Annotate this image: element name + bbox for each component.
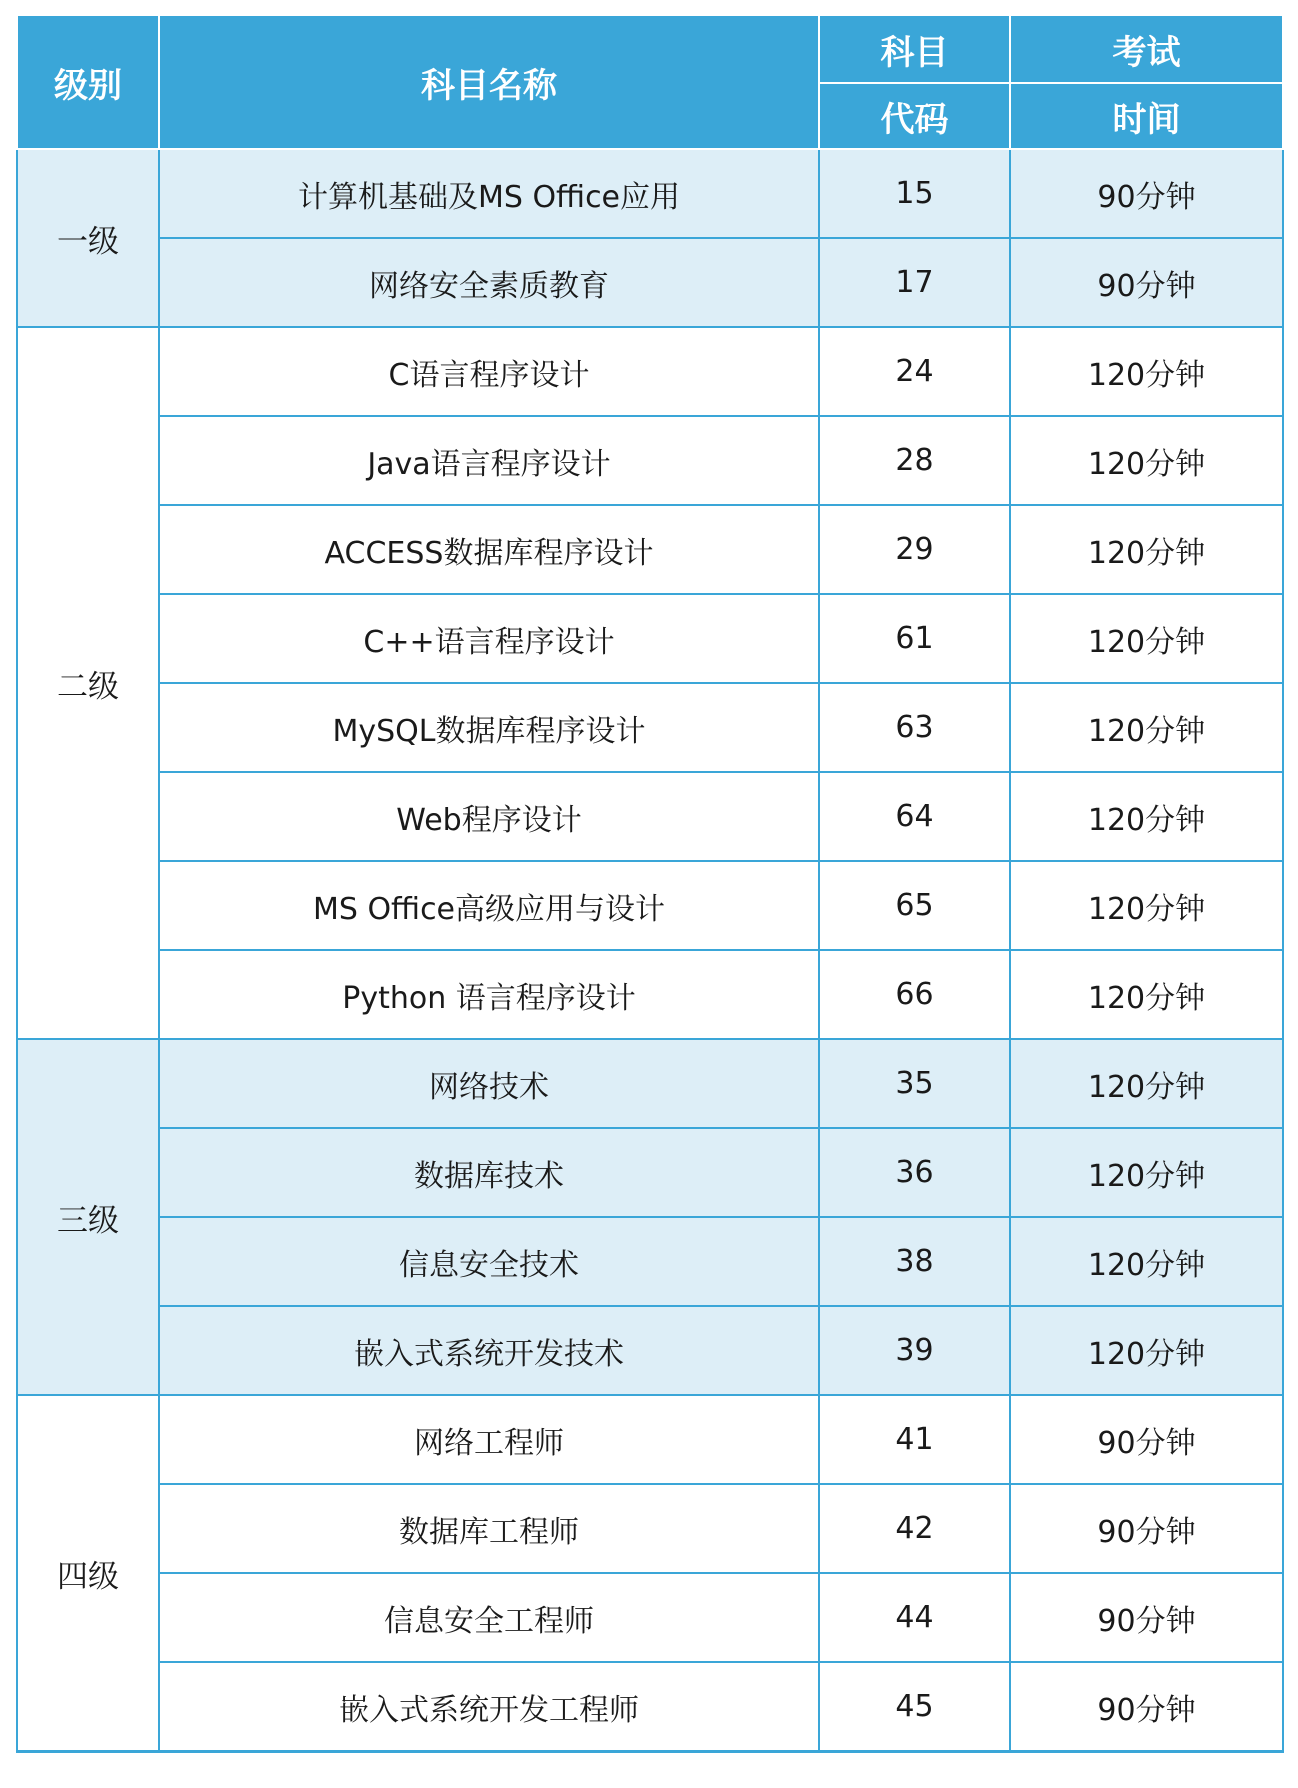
table-row — [17, 1662, 1283, 1752]
subject-name-cell: Java语言程序设计 — [159, 416, 819, 505]
subject-code-cell: 63 — [819, 683, 1010, 772]
table-row — [17, 327, 1283, 416]
subject-code-cell: 36 — [819, 1128, 1010, 1217]
subject-name-cell: Python 语言程序设计 — [159, 950, 819, 1039]
exam-time-cell: 120分钟 — [1010, 683, 1283, 772]
table-row — [17, 1039, 1283, 1128]
exam-time-cell: 120分钟 — [1010, 505, 1283, 594]
subject-name-cell: MySQL数据库程序设计 — [159, 683, 819, 772]
exam-time-cell: 120分钟 — [1010, 416, 1283, 505]
exam-subjects-table — [16, 14, 1284, 1753]
subject-code-cell: 66 — [819, 950, 1010, 1039]
table-body — [17, 149, 1283, 1752]
subject-code-cell: 44 — [819, 1573, 1010, 1662]
level-cell: 二级 — [17, 327, 159, 1039]
exam-time-cell: 120分钟 — [1010, 1128, 1283, 1217]
table-row — [17, 416, 1283, 505]
table-row — [17, 1306, 1283, 1395]
exam-time-cell: 90分钟 — [1010, 1484, 1283, 1573]
subject-code-cell: 38 — [819, 1217, 1010, 1306]
subject-code-cell: 64 — [819, 772, 1010, 861]
table-row — [17, 683, 1283, 772]
exam-time-cell: 120分钟 — [1010, 594, 1283, 683]
subject-name-cell: 数据库技术 — [159, 1128, 819, 1217]
subject-code-cell: 65 — [819, 861, 1010, 950]
level-cell: 三级 — [17, 1039, 159, 1395]
subject-name-cell: 网络安全素质教育 — [159, 238, 819, 327]
subject-code-cell: 35 — [819, 1039, 1010, 1128]
exam-time-cell: 120分钟 — [1010, 950, 1283, 1039]
subject-code-cell: 42 — [819, 1484, 1010, 1573]
header-time-line2: 时间 — [1010, 83, 1283, 149]
subject-code-cell: 24 — [819, 327, 1010, 416]
exam-time-cell: 120分钟 — [1010, 772, 1283, 861]
subject-name-cell: 信息安全工程师 — [159, 1573, 819, 1662]
table-row — [17, 594, 1283, 683]
subject-code-cell: 28 — [819, 416, 1010, 505]
exam-time-cell: 90分钟 — [1010, 1573, 1283, 1662]
table-row — [17, 1395, 1283, 1484]
table-row — [17, 505, 1283, 594]
exam-time-cell: 120分钟 — [1010, 327, 1283, 416]
table-header — [17, 15, 1283, 149]
table-row — [17, 1217, 1283, 1306]
header-level: 级别 — [17, 15, 159, 149]
subject-code-cell: 17 — [819, 238, 1010, 327]
subject-code-cell: 41 — [819, 1395, 1010, 1484]
table-row — [17, 950, 1283, 1039]
header-code-line1: 科目 — [819, 15, 1010, 83]
exam-time-cell: 120分钟 — [1010, 861, 1283, 950]
subject-name-cell: 计算机基础及MS Office应用 — [159, 149, 819, 238]
header-code-line2: 代码 — [819, 83, 1010, 149]
exam-time-cell: 90分钟 — [1010, 238, 1283, 327]
table-row — [17, 861, 1283, 950]
subject-name-cell: 网络工程师 — [159, 1395, 819, 1484]
subject-name-cell: 信息安全技术 — [159, 1217, 819, 1306]
table-row — [17, 149, 1283, 238]
subject-code-cell: 45 — [819, 1662, 1010, 1752]
subject-name-cell: ACCESS数据库程序设计 — [159, 505, 819, 594]
subject-name-cell: C语言程序设计 — [159, 327, 819, 416]
table-row — [17, 772, 1283, 861]
subject-name-cell: 嵌入式系统开发技术 — [159, 1306, 819, 1395]
subject-code-cell: 29 — [819, 505, 1010, 594]
subject-code-cell: 39 — [819, 1306, 1010, 1395]
table-row — [17, 1484, 1283, 1573]
header-subject-name: 科目名称 — [159, 15, 819, 149]
level-cell: 四级 — [17, 1395, 159, 1752]
exam-time-cell: 120分钟 — [1010, 1039, 1283, 1128]
subject-code-cell: 61 — [819, 594, 1010, 683]
level-cell: 一级 — [17, 149, 159, 327]
subject-name-cell: Web程序设计 — [159, 772, 819, 861]
subject-name-cell: 嵌入式系统开发工程师 — [159, 1662, 819, 1752]
subject-name-cell: MS Office高级应用与设计 — [159, 861, 819, 950]
exam-time-cell: 90分钟 — [1010, 149, 1283, 238]
exam-time-cell: 120分钟 — [1010, 1306, 1283, 1395]
subject-name-cell: C++语言程序设计 — [159, 594, 819, 683]
subject-code-cell: 15 — [819, 149, 1010, 238]
table-row — [17, 1573, 1283, 1662]
exam-time-cell: 120分钟 — [1010, 1217, 1283, 1306]
table-row — [17, 1128, 1283, 1217]
header-time-line1: 考试 — [1010, 15, 1283, 83]
exam-time-cell: 90分钟 — [1010, 1662, 1283, 1752]
subject-name-cell: 网络技术 — [159, 1039, 819, 1128]
table-row — [17, 238, 1283, 327]
exam-time-cell: 90分钟 — [1010, 1395, 1283, 1484]
subject-name-cell: 数据库工程师 — [159, 1484, 819, 1573]
